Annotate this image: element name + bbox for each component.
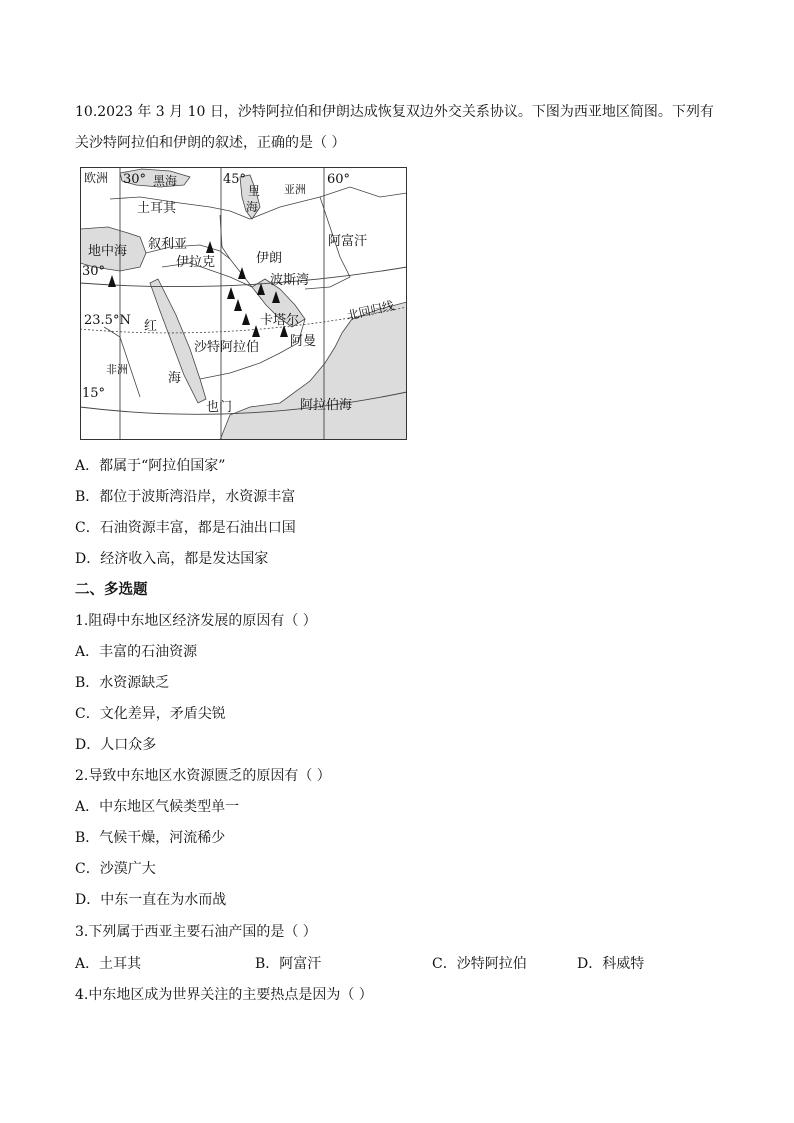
q2-stem: 2.导致中东地区水资源匮乏的原因有（ ） [75, 768, 331, 784]
label-red-2: 海 [168, 371, 182, 386]
q1-option-b: B．水资源缺乏 [75, 675, 170, 691]
q3-option-b: B．阿富汗 [255, 956, 322, 972]
label-saudi: 沙特阿拉伯 [194, 340, 260, 355]
label-iran: 伊朗 [256, 251, 283, 266]
q3-option-d: D．科威特 [577, 956, 645, 972]
q1-stem: 1.阻碍中东地区经济发展的原因有（ ） [75, 613, 317, 629]
q4-stem: 4.中东地区成为世界关注的主要热点是因为（ ） [75, 987, 373, 1003]
q3-option-a: A．土耳其 [75, 956, 142, 972]
q2-option-d: D．中东一直在为水而战 [75, 892, 227, 908]
q10-option-a: A．都属于“阿拉伯国家” [75, 458, 226, 474]
oil-field-icon [108, 275, 116, 287]
q10-stem-line1: 10.2023 年 3 月 10 日，沙特阿拉伯和伊朗达成恢复双边外交关系协议。下图为西亚地区简图。下列有 [75, 104, 714, 120]
west-asia-map [80, 167, 407, 440]
q10-option-b: B．都位于波斯湾沿岸，水资源丰富 [75, 489, 296, 505]
label-africa: 非洲 [106, 363, 128, 376]
label-turkey: 土耳其 [137, 201, 177, 216]
q3-stem: 3.下列属于西亚主要石油产国的是（ ） [75, 924, 317, 940]
q2-option-c: C．沙漠广大 [75, 861, 156, 877]
label-afghanistan: 阿富汗 [328, 234, 368, 249]
label-qatar: 卡塔尔 [260, 313, 300, 328]
label-lat30: 30° [82, 264, 106, 279]
label-mediterranean: 地中海 [88, 244, 128, 259]
oil-field-icon [227, 287, 235, 299]
label-caspian-2: 海 [246, 200, 259, 214]
oil-field-icon [252, 325, 260, 337]
oil-field-icon [242, 313, 250, 325]
label-red-1: 红 [144, 319, 158, 334]
label-lon45: 45° [223, 172, 247, 187]
label-black-sea: 黑海 [153, 174, 178, 188]
label-lon30: 30° [123, 172, 147, 187]
oil-field-icon [238, 267, 246, 279]
section-title: 二、多选题 [75, 582, 148, 598]
label-lon60: 60° [327, 172, 351, 187]
label-yemen: 也门 [206, 400, 233, 415]
q2-option-b: B．气候干燥，河流稀少 [75, 830, 226, 846]
q1-option-d: D．人口众多 [75, 737, 157, 753]
label-lat15: 15° [82, 386, 106, 401]
label-tropic-lat: 23.5°N [84, 313, 131, 328]
label-syria: 叙利亚 [148, 237, 188, 252]
q3-option-c: C．沙特阿拉伯 [432, 956, 527, 972]
q10-option-c: C．石油资源丰富，都是石油出口国 [75, 520, 296, 536]
q2-option-a: A．中东地区气候类型单一 [75, 799, 240, 815]
q1-option-c: C．文化差异，矛盾尖锐 [75, 706, 226, 722]
q10-option-d: D．经济收入高，都是发达国家 [75, 551, 269, 567]
label-persian-gulf: 波斯湾 [270, 273, 310, 288]
label-caspian-1: 里 [248, 184, 261, 198]
label-europe: 欧洲 [84, 171, 109, 185]
label-iraq: 伊拉克 [176, 255, 216, 270]
q1-option-a: A．丰富的石油资源 [75, 644, 198, 660]
label-arabian-sea: 阿拉伯海 [300, 398, 353, 413]
label-asia: 亚洲 [284, 183, 306, 196]
oil-field-icon [234, 299, 242, 311]
label-oman: 阿曼 [290, 334, 317, 349]
label-tropic: 北回归线 [345, 298, 396, 323]
q10-stem-line2: 关沙特阿拉伯和伊朗的叙述，正确的是（ ） [75, 135, 346, 151]
